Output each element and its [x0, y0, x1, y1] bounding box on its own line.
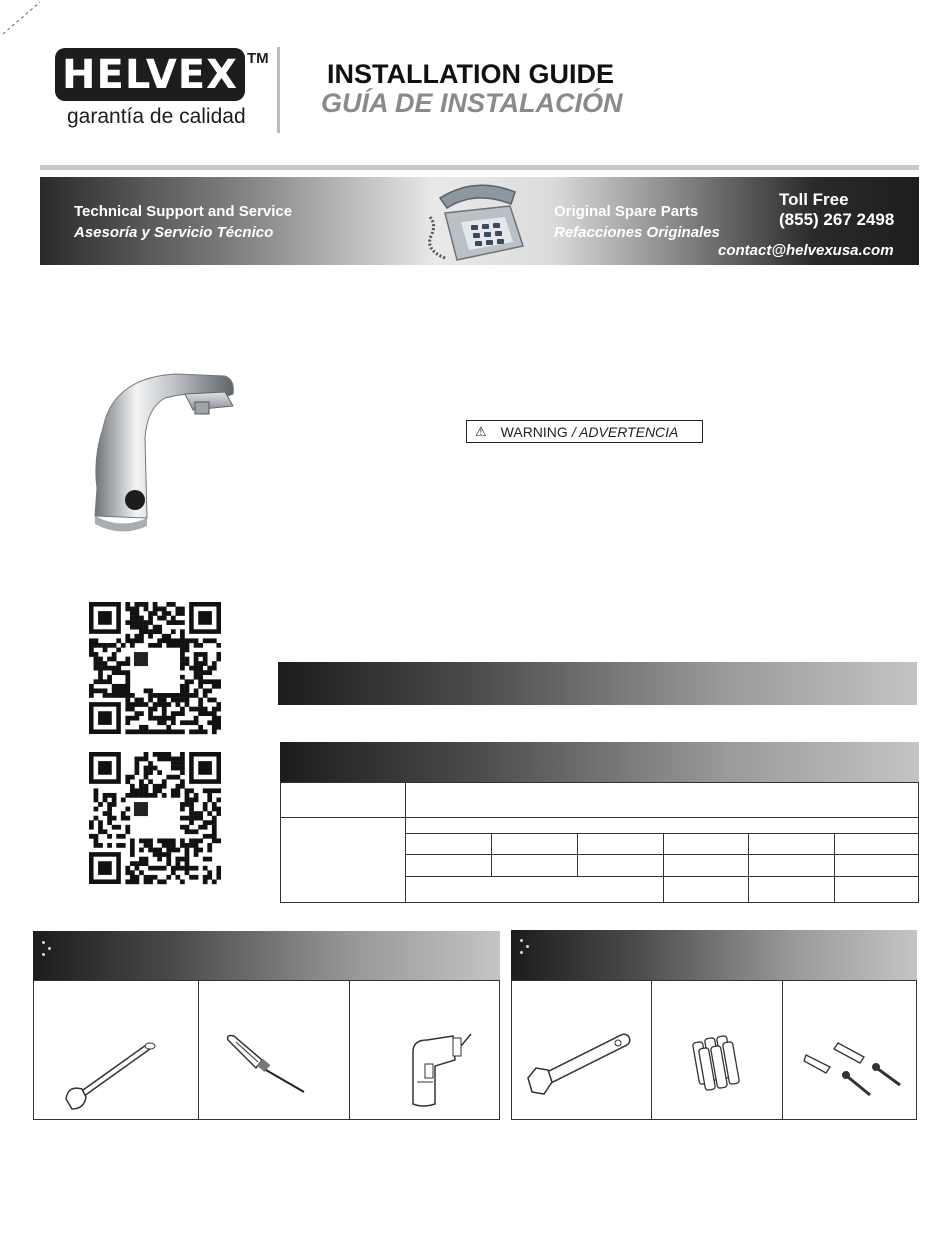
batteries-icon [688, 1032, 748, 1092]
qr-code-icon[interactable] [89, 752, 221, 885]
page-title: INSTALLATION GUIDE [327, 59, 614, 89]
support-label: Technical Support and Service [74, 203, 293, 220]
specifications-table [280, 782, 919, 903]
brand-tagline: garantía de calidad [67, 105, 246, 128]
specifications-header-bar [280, 742, 919, 782]
contact-email[interactable]: contact@helvexusa.com [718, 242, 894, 259]
telephone-icon [415, 178, 530, 264]
parts-header-bar [511, 930, 917, 980]
qr-code-icon[interactable] [89, 602, 221, 735]
adjustable-wrench-icon [60, 1035, 160, 1115]
warning-text-spanish: / ADVERTENCIA [571, 423, 679, 440]
header-divider [277, 47, 280, 133]
hex-key-icon [520, 1020, 640, 1100]
page-title-spanish: GUÍA DE INSTALACIÓN [321, 88, 623, 118]
helvex-logo [55, 48, 245, 101]
support-label-spanish: Asesoría y Servicio Técnico [74, 224, 274, 241]
trademark-mark: TM [247, 50, 269, 67]
spare-parts-label-spanish: Refacciones Originales [554, 224, 720, 241]
spare-parts-label: Original Spare Parts [554, 203, 699, 220]
section-header-bar [278, 662, 917, 705]
toll-free-phone[interactable]: (855) 267 2498 [779, 210, 895, 229]
faucet-image [85, 368, 245, 543]
warning-label [466, 420, 703, 443]
tools-header-bar [33, 931, 500, 980]
warning-triangle-icon: ⚠ [475, 423, 487, 439]
anchors-screws-icon [800, 1035, 910, 1100]
toll-free-label: Toll Free [779, 190, 849, 209]
brand-name: HELVEX [62, 51, 238, 98]
cut-mark [0, 0, 45, 40]
header-rule [40, 165, 919, 170]
warning-text: WARNING [500, 423, 568, 440]
screwdriver-icon [222, 1030, 312, 1095]
drill-icon [405, 1030, 475, 1110]
